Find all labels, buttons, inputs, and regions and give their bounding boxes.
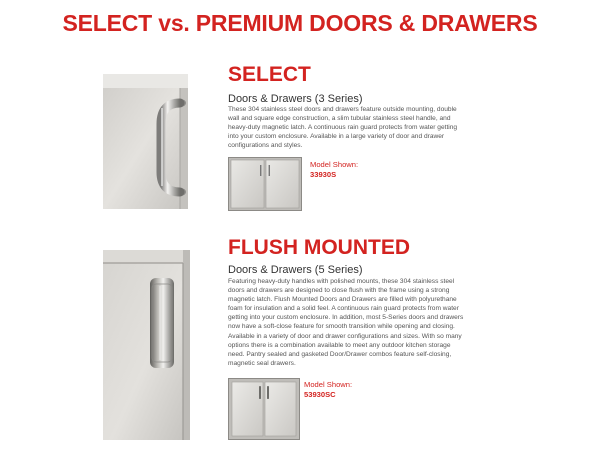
select-handle-photo — [103, 74, 188, 209]
section-subheading-select: Doors & Drawers (3 Series) — [228, 93, 363, 105]
flush-handle-photo — [103, 250, 190, 440]
select-door-photo — [228, 157, 302, 211]
section-subheading-flush-mounted: Doors & Drawers (5 Series) — [228, 264, 363, 276]
section-heading-select: SELECT — [228, 63, 311, 86]
model-label-select: Model Shown: — [310, 160, 359, 169]
model-label-flush-mounted: Model Shown: — [304, 380, 353, 389]
page-title: SELECT vs. PREMIUM DOORS & DRAWERS — [62, 10, 538, 36]
flush-door-photo — [228, 378, 300, 440]
section-heading-flush-mounted: FLUSH MOUNTED — [228, 236, 410, 259]
section-description-select: These 304 stainless steel doors and drawers feature outside mounting, double wall and square edge construction, a slim tubular stainless steel handle, and heavy-duty magnetic latch. A continuous rain guard protects from water getting into your custom enclosure. Available in a large variety of door and drawer configurations and styles. — [228, 106, 458, 150]
section-description-flush-mounted: Featuring heavy-duty handles with polished mounts, these 304 stainless steel doors and drawers are designed to close flush with the frame using a strong magnetic latch. Flush Mounted Doors and Drawers are filled with polyurethane foam for insulation and a solid feel. A continuous rain guard protects from water getting into your custom enclosure. In addition, most 5-Series doors and drawers now have a soft-close feature for smooth transition while opening and closing. Available in a variety of door and drawer configurations and sizes. With so many options there is a combination available to meet any outdoor kitchen storage need. Pantry sealed and gasketed Door/Drawer combos feature self-closing, magnetic seal drawers. — [228, 278, 464, 367]
model-number-flush-mounted: 53930SC — [304, 390, 336, 399]
model-number-select: 33930S — [310, 170, 337, 179]
